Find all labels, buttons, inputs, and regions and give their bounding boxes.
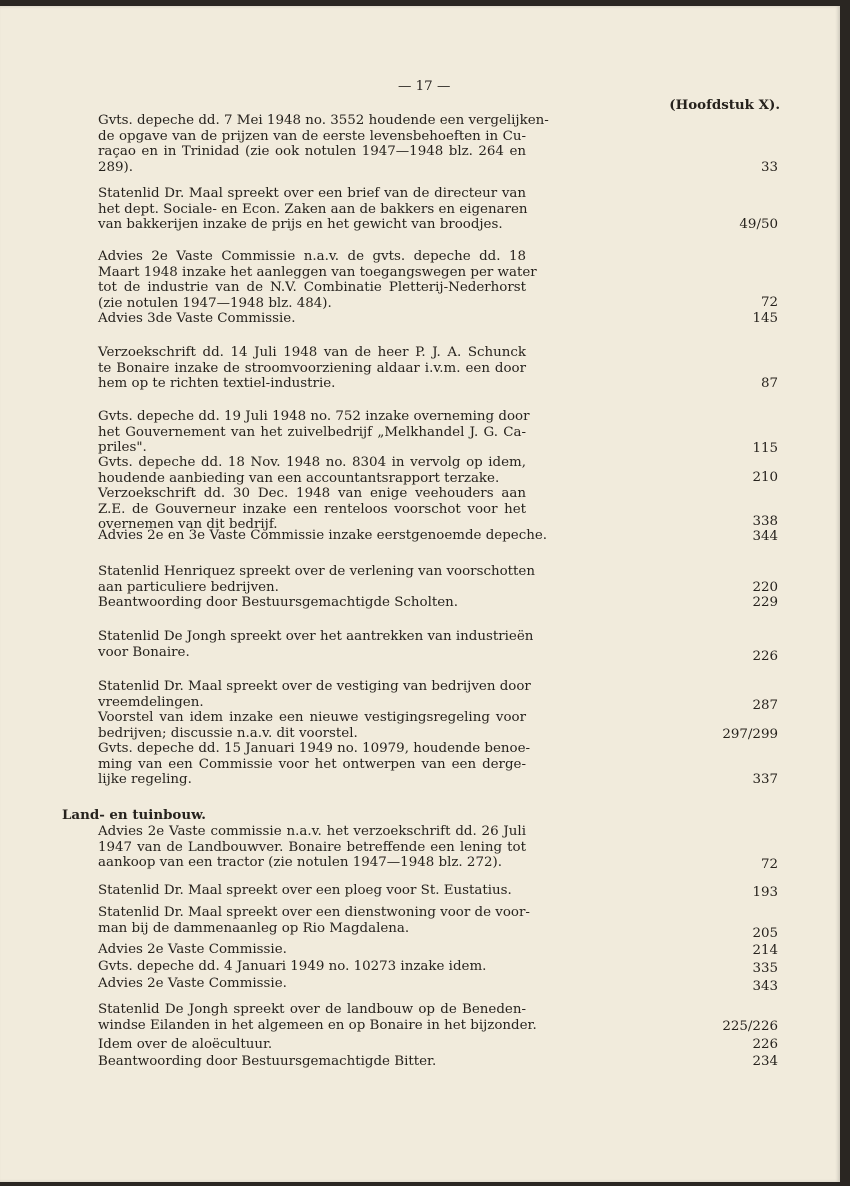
- entry-page-number: 87: [760, 376, 778, 391]
- entry-line: Maart 1948 inzake het aanleggen van toegangswegen per water: [98, 264, 537, 280]
- entry-line: vreemdelingen.: [98, 694, 204, 710]
- entry-line: raçao en in Trinidad (zie ook notulen 1947—1948 blz. 264 en: [98, 144, 526, 160]
- entry-page-number: 49/50: [739, 217, 778, 232]
- entry-line: Z.E. de Gouverneur inzake een renteloos voorschot voor het: [98, 501, 526, 517]
- entry-line: Statenlid Dr. Maal spreekt over de vestiging van bedrijven door: [98, 679, 531, 694]
- entry-page-number: 205: [752, 926, 778, 941]
- entry-page-number: 344: [752, 529, 778, 544]
- entry-line: Advies 2e Vaste commissie n.a.v. het verzoekschrift dd. 26 Juli: [98, 824, 526, 839]
- entry-line: Beantwoording door Bestuursgemachtigde Scholten.: [98, 595, 459, 610]
- entry-line: overnemen van dit bedrijf.: [98, 517, 278, 533]
- entry-line: voor Bonaire.: [98, 644, 190, 660]
- entry-page-number: 72: [760, 295, 778, 310]
- entry-line: Statenlid Henriquez spreekt over de verlening van voorschotten: [98, 564, 535, 579]
- entry-line: het Gouvernement van het zuivelbedrijf „Melkhandel J. G. Ca-: [98, 424, 526, 440]
- entry-line: het dept. Sociale- en Econ. Zaken aan de bakkers en eigenaren: [98, 201, 528, 217]
- entry-page-number: 225/226: [722, 1019, 778, 1034]
- entry-page-number: 297/299: [722, 727, 778, 742]
- entry-page-number: 234: [752, 1054, 778, 1069]
- entry-line: Advies 2e Vaste Commissie.: [98, 976, 287, 991]
- entry-page-number: 337: [752, 772, 778, 787]
- entry-line: Verzoekschrift dd. 30 Dec. 1948 van enige veehouders aan: [98, 486, 526, 501]
- entry-line: Beantwoording door Bestuursgemachtigde Bitter.: [98, 1054, 437, 1069]
- entry-line: Gvts. depeche dd. 18 Nov. 1948 no. 8304 in vervolg op idem,: [98, 455, 526, 470]
- entry-page-number: 220: [752, 580, 778, 595]
- entry-line: bedrijven; discussie n.a.v. dit voorstel.: [98, 725, 358, 741]
- entry-page-number: 72: [760, 857, 778, 872]
- entry-line: windse Eilanden in het algemeen en op Bonaire in het bijzonder.: [98, 1017, 537, 1033]
- entry-line: hem op te richten textiel-industrie.: [98, 376, 336, 392]
- entry-page-number: 33: [760, 160, 778, 175]
- entry-line: Statenlid De Jongh spreekt over het aantrekken van industrieën: [98, 629, 534, 644]
- entry-line: aankoop van een tractor (zie notulen 1947—1948 blz. 272).: [98, 855, 502, 871]
- entry-line: Gvts. depeche dd. 4 Januari 1949 no. 10273 inzake idem.: [98, 959, 487, 974]
- chapter-label: (Hoofdstuk X).: [669, 97, 780, 113]
- entry-line: de opgave van de prijzen van de eerste levensbehoeften in Cu-: [98, 128, 526, 144]
- section-heading: Land- en tuinbouw.: [62, 807, 206, 823]
- entry-line: 1947 van de Landbouwver. Bonaire betreffende een lening tot: [98, 839, 526, 855]
- entry-line: Verzoekschrift dd. 14 Juli 1948 van de heer P. J. A. Schunck: [98, 345, 526, 360]
- entry-line: lijke regeling.: [98, 772, 192, 788]
- entry-page-number: 338: [752, 514, 778, 529]
- entry-line: Advies 3de Vaste Commissie.: [98, 311, 296, 326]
- entry-page-number: 145: [752, 311, 778, 326]
- entry-page-number: 343: [752, 979, 778, 994]
- entry-line: Idem over de aloëcultuur.: [98, 1037, 273, 1052]
- entry-line: te Bonaire inzake de stroomvoorziening aldaar i.v.m. een door: [98, 360, 526, 376]
- entry-line: Gvts. depeche dd. 7 Mei 1948 no. 3552 houdende een vergelijken-: [98, 113, 549, 128]
- entry-line: Gvts. depeche dd. 15 Januari 1949 no. 10979, houdende benoe-: [98, 741, 531, 756]
- entry-line: ming van een Commissie voor het ontwerpen van een derge-: [98, 756, 526, 772]
- entry-page-number: 226: [752, 649, 778, 664]
- entry-line: houdende aanbieding van een accountantsrapport terzake.: [98, 470, 500, 486]
- entry-page-number: 335: [752, 961, 778, 976]
- entry-line: Statenlid Dr. Maal spreekt over een ploeg voor St. Eustatius.: [98, 883, 512, 898]
- entry-line: Advies 2e Vaste Commissie n.a.v. de gvts. depeche dd. 18: [98, 249, 526, 264]
- entry-line: Advies 2e en 3e Vaste Commissie inzake eerstgenoemde depeche.: [98, 528, 547, 543]
- entry-line: Gvts. depeche dd. 19 Juli 1948 no. 752 inzake overneming door: [98, 409, 530, 424]
- entry-page-number: 287: [752, 698, 778, 713]
- entry-line: Statenlid Dr. Maal spreekt over een dienstwoning voor de voor-: [98, 905, 530, 920]
- entry-line: (zie notulen 1947—1948 blz. 484).: [98, 295, 332, 311]
- entry-line: priles".: [98, 440, 147, 456]
- entry-line: aan particuliere bedrijven.: [98, 579, 279, 595]
- entry-line: Advies 2e Vaste Commissie.: [98, 942, 287, 957]
- entry-line: man bij de dammenaanleg op Rio Magdalena.: [98, 920, 410, 936]
- document-page: [0, 6, 840, 1182]
- entry-line: Voorstel van idem inzake een nieuwe vestigingsregeling voor: [98, 710, 526, 725]
- entry-line: tot de industrie van de N.V. Combinatie Pletterij-Nederhorst: [98, 280, 526, 296]
- entry-page-number: 193: [752, 885, 778, 900]
- entry-line: van bakkerijen inzake de prijs en het gewicht van broodjes.: [98, 217, 503, 233]
- page-folio: — 17 —: [398, 79, 451, 94]
- entry-line: Statenlid De Jongh spreekt over de landbouw op de Beneden-: [98, 1002, 526, 1017]
- entry-line: Statenlid Dr. Maal spreekt over een brief van de directeur van: [98, 186, 526, 201]
- entry-page-number: 226: [752, 1037, 778, 1052]
- entry-page-number: 210: [752, 470, 778, 485]
- entry-line: 289).: [98, 159, 134, 175]
- entry-page-number: 214: [752, 943, 778, 958]
- entry-page-number: 115: [752, 441, 778, 456]
- entry-page-number: 229: [752, 595, 778, 610]
